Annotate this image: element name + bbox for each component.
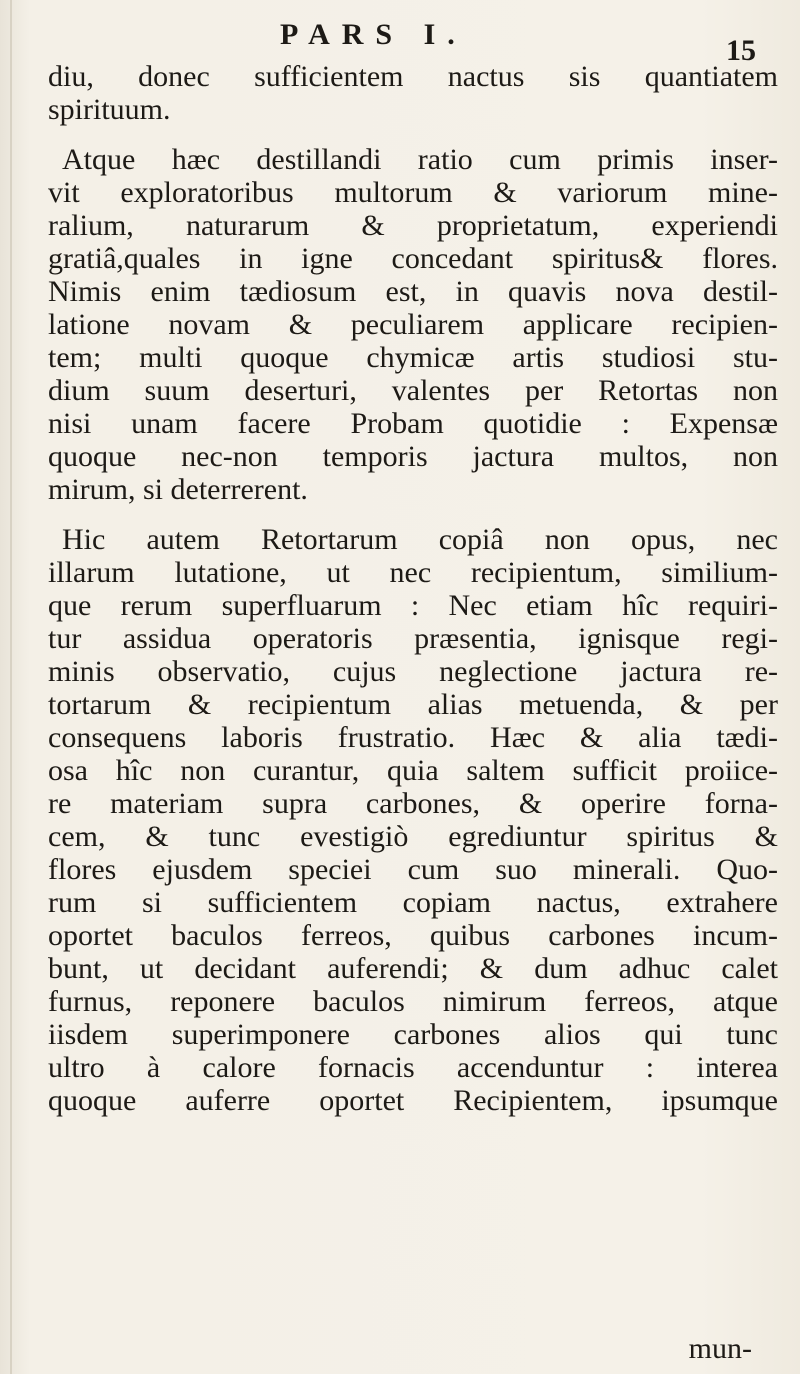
text-line: tur assidua operatoris præsentia, ignisque regi- — [48, 622, 778, 655]
text-line: ultro à calore fornacis accenduntur : interea — [48, 1051, 778, 1084]
text-line: illarum lutatione, ut nec recipientum, similium- — [48, 556, 778, 589]
text-line: iisdem superimponere carbones alios qui tunc — [48, 1018, 778, 1051]
text-line: Atque hæc destillandi ratio cum primis inser- — [62, 143, 778, 176]
text-line: mirum, si deterrerent. — [48, 473, 308, 506]
text-line: Hic autem Retortarum copiâ non opus, nec — [62, 523, 778, 556]
running-title: PARS I. — [280, 18, 467, 51]
text-line: minis observatio, cujus neglectione jactura re- — [48, 655, 778, 688]
text-line: quoque auferre oportet Recipientem, ipsumque — [48, 1084, 778, 1117]
catchword: mun- — [688, 1332, 752, 1365]
text-line: oportet baculos ferreos, quibus carbones incum- — [48, 919, 778, 952]
text-line: spirituum. — [48, 93, 171, 126]
paragraph-gap — [48, 126, 778, 143]
text-line: flores ejusdem speciei cum suo minerali. Quo- — [48, 853, 778, 886]
text-line: diu, donec sufficientem nactus sis quantiatem — [48, 60, 778, 93]
text-line: gratiâ,quales in igne concedant spiritus& flores. — [48, 242, 778, 275]
text-line: tortarum & recipientum alias metuenda, & per — [48, 688, 778, 721]
text-line: que rerum superfluarum : Nec etiam hîc requiri- — [48, 589, 778, 622]
text-line: nisi unam facere Probam quotidie : Expensæ — [48, 407, 778, 440]
text-line: consequens laboris frustratio. Hæc & alia tædi- — [48, 721, 778, 754]
text-line: re materiam supra carbones, & operire forna- — [48, 787, 778, 820]
page-header — [0, 18, 800, 67]
text-line: vit exploratoribus multorum & variorum mine- — [48, 176, 778, 209]
text-line: rum si sufficientem copiam nactus, extrahere — [48, 886, 778, 919]
binding-gutter — [10, 0, 12, 1374]
paragraph-gap — [48, 506, 778, 523]
text-line: quoque nec-non temporis jactura multos, non — [48, 440, 778, 473]
body-text — [48, 60, 778, 1117]
text-line: Nimis enim tædiosum est, in quavis nova destil- — [48, 275, 778, 308]
text-line: ralium, naturarum & proprietatum, experiendi — [48, 209, 778, 242]
text-line: osa hîc non curantur, quia saltem sufficit proiice- — [48, 754, 778, 787]
text-line: dium suum deserturi, valentes per Retortas non — [48, 374, 778, 407]
text-line: tem; multi quoque chymicæ artis studiosi stu- — [48, 341, 778, 374]
page-number: 15 — [726, 34, 756, 67]
text-line: cem, & tunc evestigiò egrediuntur spiritus & — [48, 820, 778, 853]
text-line: latione novam & peculiarem applicare recipien- — [48, 308, 778, 341]
text-line: furnus, reponere baculos nimirum ferreos, atque — [48, 985, 778, 1018]
text-line: bunt, ut decidant auferendi; & dum adhuc calet — [48, 952, 778, 985]
